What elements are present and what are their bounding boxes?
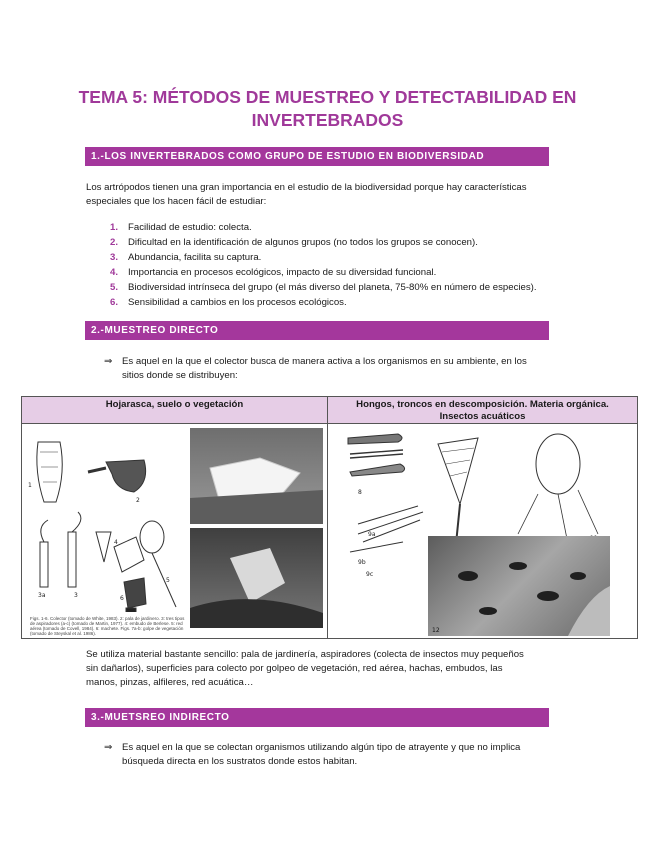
intro-line-1: Los artrópodos tienen una gran importancia en el estudio de la biodiversidad porque hay características [86, 182, 527, 193]
title-line-1: TEMA 5: MÉTODOS DE MUESTREO Y DETECTABILIDAD EN [78, 87, 577, 107]
figure-label: 3 [74, 592, 78, 599]
list-text: Biodiversidad intrínseca del grupo (el más diverso del planeta, 75-80% en número de especies). [128, 282, 537, 293]
list-number: 4. [110, 267, 119, 278]
header-text: Hojarasca, suelo o vegetación [105, 399, 244, 410]
list-number: 6. [110, 297, 119, 308]
section-2-definition [104, 355, 584, 383]
materials-line-3: manos, pinzas, alfileres, red acuática… [86, 677, 254, 688]
characteristics-list [110, 220, 537, 310]
section-3-heading: 3.-MUETSREO INDIRECTO [85, 708, 549, 727]
figure-label: 2 [136, 497, 140, 504]
figure-label: 1 [28, 482, 32, 489]
section-1-heading: 1.-LOS INVERTEBRADOS COMO GRUPO DE ESTUDIO EN BIODIVERSIDAD [85, 147, 549, 166]
definition-line-2: sitios donde se distribuyen: [122, 370, 238, 381]
definition-line-1: Es aquel en la que el colector busca de manera activa a los organismos en su ambiente, en los [122, 356, 527, 367]
header-text-line-2: Insectos acuáticos [439, 411, 526, 422]
figure-label: 9b [358, 559, 366, 566]
table-header-left [22, 397, 328, 424]
materials-paragraph [86, 648, 571, 690]
definition-line-1: Es aquel en la que se colectan organismos utilizando algún tipo de atrayente y que no implica [122, 742, 521, 753]
section-3-definition [104, 741, 584, 769]
figure-label: 9c [366, 571, 374, 578]
figure-label: 3a [38, 592, 46, 599]
collecting-tools-drawing [26, 432, 186, 612]
section-2-heading: 2.-MUESTREO DIRECTO [85, 321, 549, 340]
header-text-line-1: Hongos, troncos en descomposición. Materia orgánica. [356, 399, 609, 410]
methods-table [21, 396, 638, 639]
list-item [110, 295, 537, 310]
table-header-right [328, 397, 638, 424]
list-text: Dificultad en la identificación de algunos grupos (no todos los grupos se conocen). [128, 237, 478, 248]
list-item [110, 250, 537, 265]
figure-label: 9a [368, 531, 376, 538]
figure-label: 12 [432, 627, 440, 634]
page-title [60, 86, 595, 132]
list-item [110, 235, 537, 250]
figure-label: 4 [114, 539, 118, 546]
title-line-2: INVERTEBRADOS [251, 110, 404, 130]
intro-line-2: especiales que los hacen fácil de estudiar: [86, 196, 267, 207]
list-number: 3. [110, 252, 119, 263]
list-text: Importancia en procesos ecológicos, impacto de su diversidad funcional. [128, 267, 437, 278]
list-number: 5. [110, 282, 119, 293]
figure-label: 6 [120, 595, 124, 602]
list-number: 2. [110, 237, 119, 248]
vegetation-net-photo [190, 528, 323, 628]
materials-line-2: sin dañarlos), superficies para colecto por golpeo de vegetación, red aérea, hachas, embudos, las [86, 663, 503, 674]
materials-line-1: Se utiliza material bastante sencillo: pala de jardinería, aspiradores (colecta de insectos muy pequeños [86, 649, 524, 660]
list-text: Facilidad de estudio: colecta. [128, 222, 252, 233]
list-item [110, 280, 537, 295]
list-item [110, 220, 537, 235]
list-item [110, 265, 537, 280]
list-number: 1. [110, 222, 119, 233]
figure-cell-right [328, 424, 638, 639]
definition-line-2: búsqueda directa en los sustratos donde estos habitan. [122, 756, 358, 767]
list-text: Abundancia, facilita su captura. [128, 252, 262, 263]
figure-label: 8 [358, 489, 362, 496]
figure-caption: Figs. 1-6. Colector (tomado de White, 1983). 2: pala de jardinero. 3: tres tipos de aspiradores (a-c) (tomado de Martin, 1977). 4: embudo de Berlese. 5: red aérea (tomado de Covell, 1984). 6: machete. Figs. 7a-b: golpe de vegetación (tomado de Steyskal et al. 1986). [30, 616, 185, 636]
figure-label: 5 [166, 577, 170, 584]
double-arrow-icon: ⇒ [104, 742, 113, 753]
ants-illustration [428, 536, 610, 636]
section-1-intro [86, 181, 606, 209]
double-arrow-icon: ⇒ [104, 356, 113, 367]
list-text: Sensibilidad a cambios en los procesos ecológicos. [128, 297, 347, 308]
figure-cell-left [22, 424, 328, 639]
beating-sheet-photo [190, 428, 323, 524]
